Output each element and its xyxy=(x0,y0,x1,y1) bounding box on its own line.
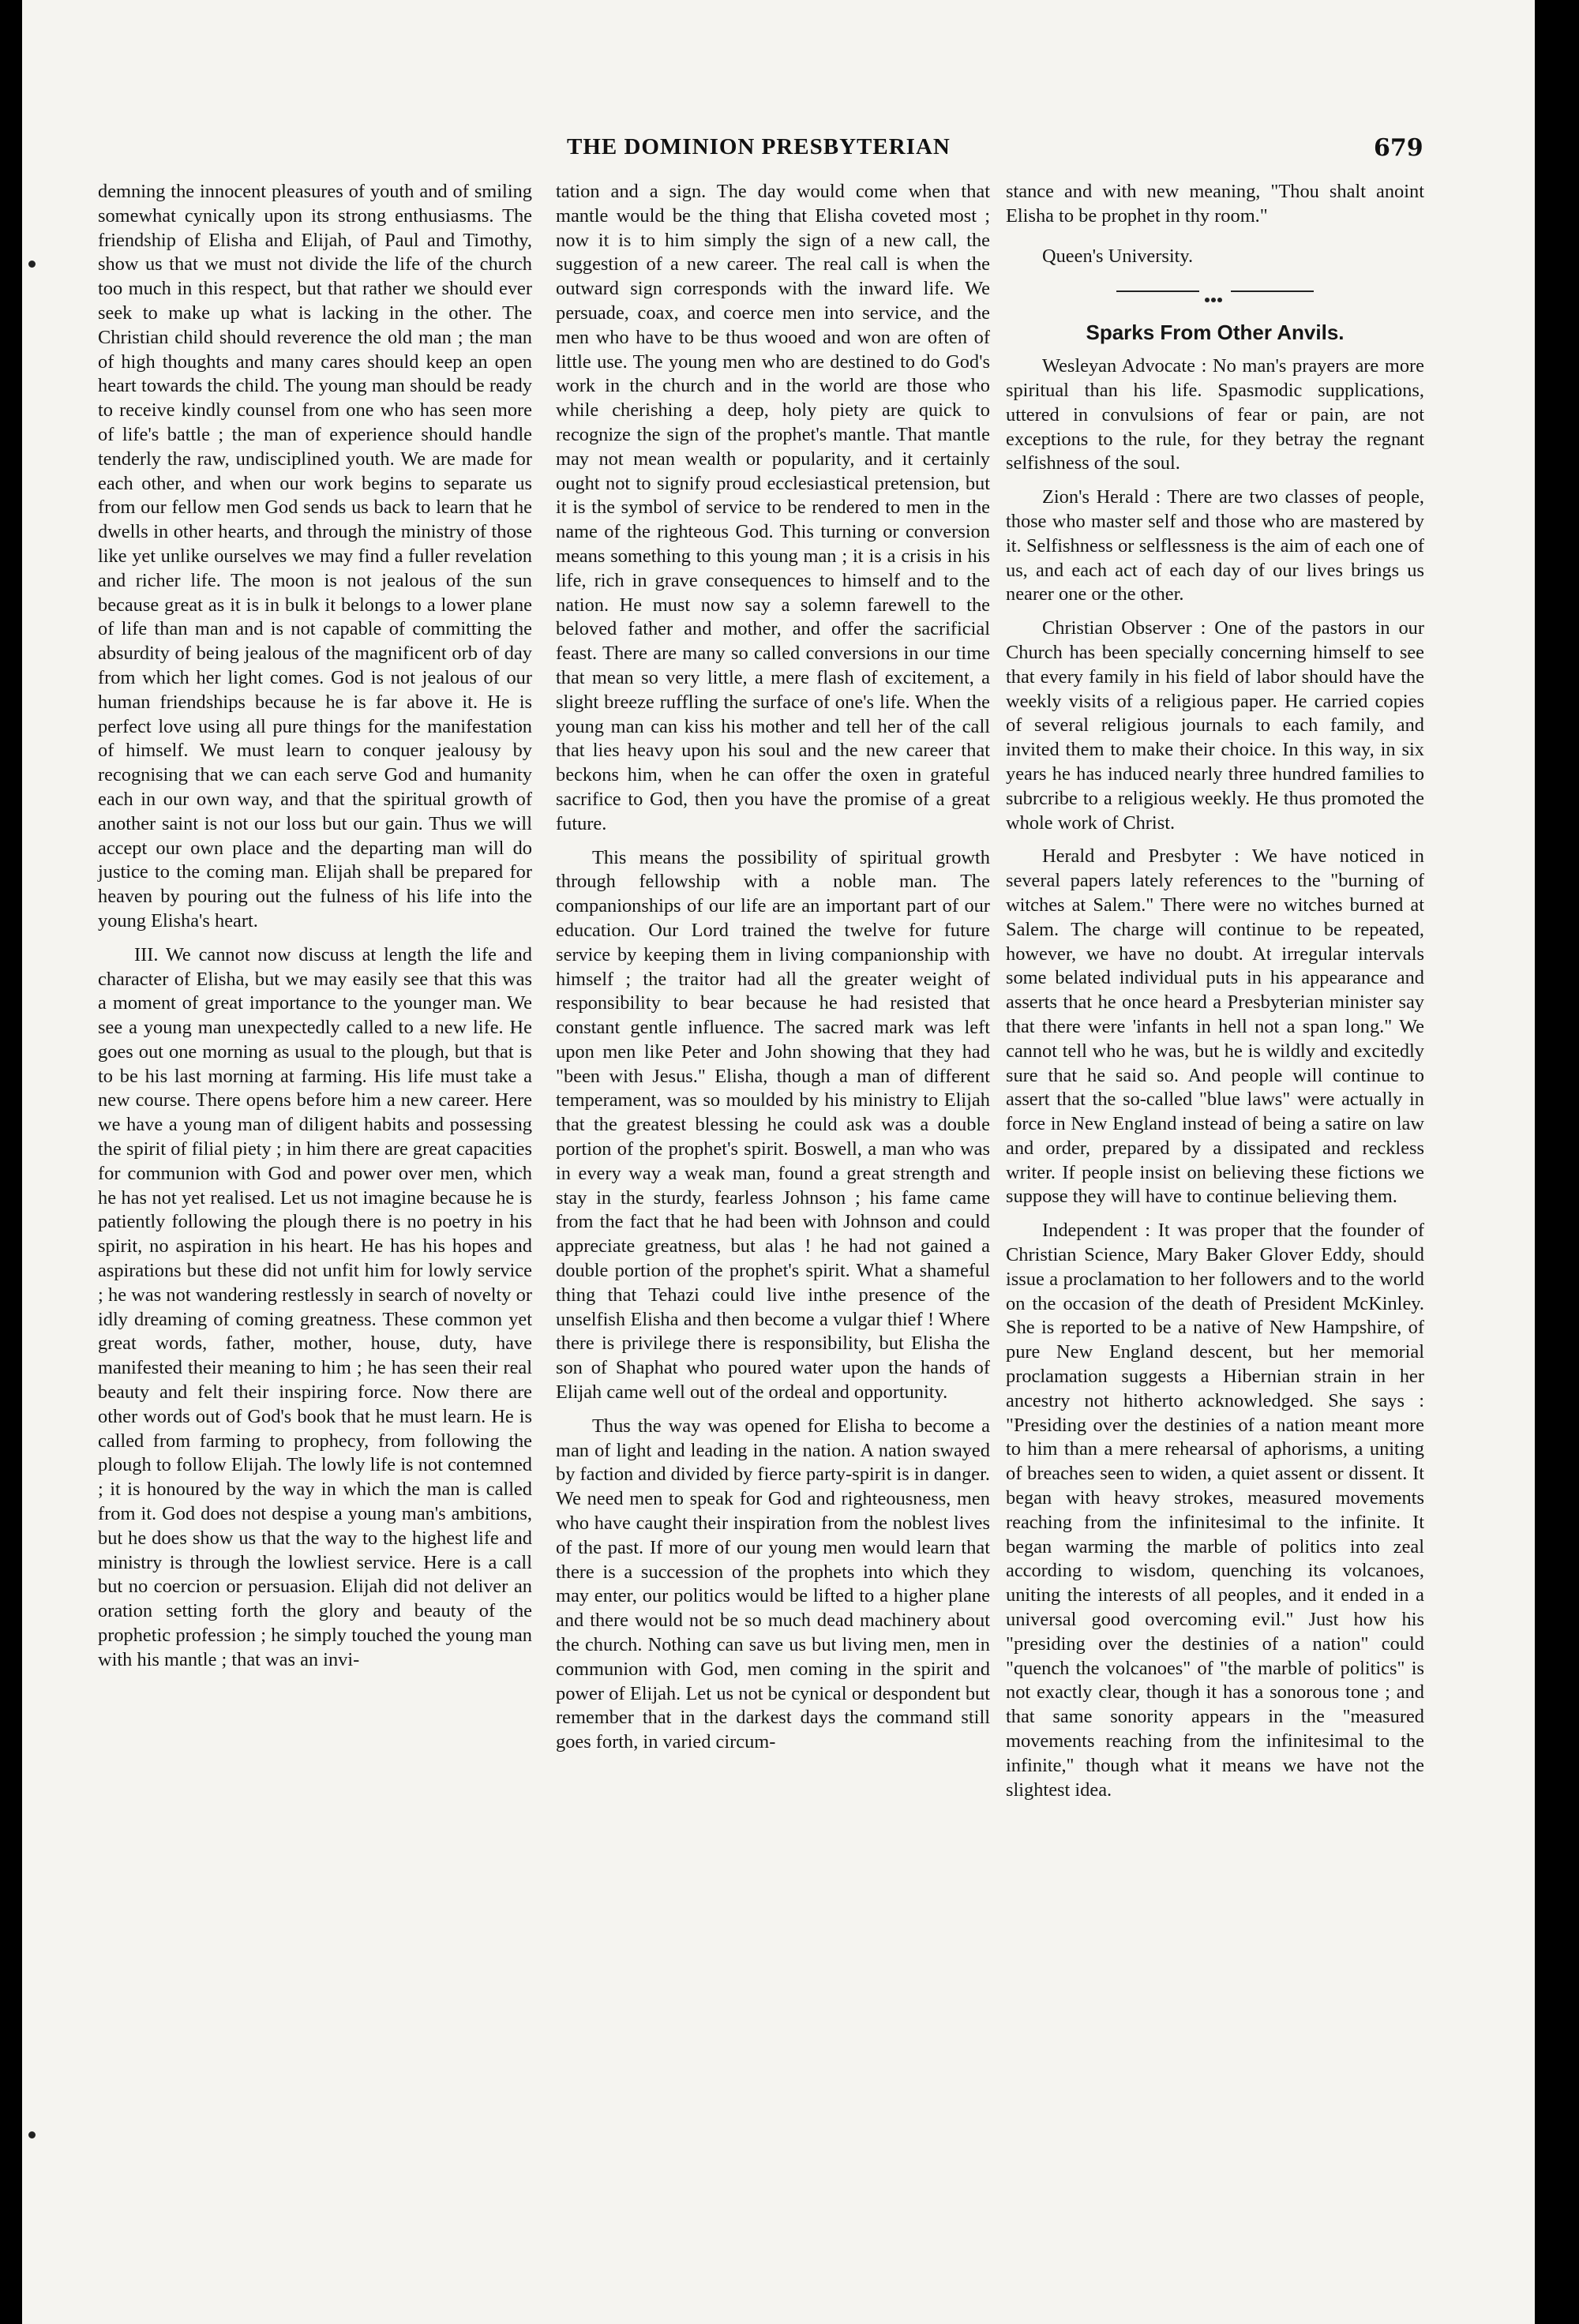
paragraph: stance and with new meaning, "Thou shalt anoint Elisha to be prophet in thy room." xyxy=(1006,181,1424,227)
paragraph: demning the innocent pleasures of youth and of smiling somewhat cynically upon its strong enthusiasms. The friendship of Elisha and Elijah, of Paul and Timothy, show us that we must not divide the life of the church too much in this respect, but that rather we should ever seek to make up what is lacking in the other. The Christian child should reverence the old man ; the man of high thoughts and many cares should keep an open heart towards the child. The young man should be ready to receive kindly counsel from one who has seen more of life's battle ; the man of experience should handle tenderly the raw, undisciplined youth. We are made for each other, and when our work begins to separate us from our fellow men God sends us back to learn that he dwells in other hearts, and through the ministry of those like yet unlike ourselves we may find a fuller revelation and richer life. The moon is not jealous of the sun because great as it is in bulk it belongs to a lower plane of life than man and is not capable of committing the absurdity of being jealous of the magnificent orb of day from which her light comes. God is not jealous of our human friendships because he is far above it. He is perfect love using all pure things for the manifestation of himself. We must learn to conquer jealousy by recognising that we can each serve God and humanity each in our own way, and that the spiritual growth of another saint is not our loss but our gain. Thus we will accept our own place and the departing man will do justice to the coming man. Elijah shall be prepared for heaven by pouring out the fulness of his life into the young Elisha's heart. xyxy=(98,181,532,931)
page-edge-shadow xyxy=(1535,0,1555,2324)
paragraph: Herald and Presbyter : We have noticed in several papers lately references to the "burning of witches at Salem." There were no witches burned at Salem. The charge will continue to be repeated, however, we have no doubt. At irregular intervals some belated individual puts in his appearance and asserts that he once heard a Presbyterian minister say that there were 'infants in hell not a span long." We cannot tell who he was, but he is wildly and excitedly sure that he said so. And people will continue to assert that the so-called "blue laws" were actually in force in New England instead of being a satire on law and order, prepared by a dissipated and reckless writer. If people insist on believing these fictions we suppose they will have to continue believing them. xyxy=(1006,845,1424,1208)
paragraph: III. We cannot now discuss at length the life and character of Elisha, but we may easily see that this was a moment of great importance to the younger man. We see a young man unexpectedly called to a new life. He goes out one morning as usual to the plough, but that is to be his last morning at farming. His life must take a new course. There opens before him a new career. Here we have a young man of diligent habits and possessing the spirit of filial piety ; in him there are great capacities for communion with God and power over men, which he has not yet realised. Let us not imagine because he is patiently following the plough there is no poetry in his spirit, no aspiration in his heart. He has his hopes and aspirations but these did not unfit him for lowly service ; he was not wandering restlessly in search of novelty or idly dreaming of coming greatness. These common yet great words, father, mother, house, duty, have manifested their meaning to him ; he has seen their real beauty and felt their inspiring force. Now there are other words out of God's book that he must learn. He is called from farming to prophecy, from following the plough to follow Elijah. The lowly life is not contemned ; it is honoured by the way in which the man is called from it. God does not despise a young man's ambitions, but he does show us that the way to the highest life and ministry is through the lowliest service. Here is a call but no coercion or persuasion. Elijah did not deliver an oration setting forth the glory and beauty of the prophetic profession ; he simply touched the young man with his mantle ; that was an invi- xyxy=(98,943,532,1670)
paragraph: Zion's Herald : There are two classes of people, those who master self and those who are mastered by it. Selfishness or selflessness is the aim of each one of us, and each act of each day of our lives brings us nearer one or the other. xyxy=(1006,486,1424,605)
newspaper-page xyxy=(22,0,1555,2324)
paragraph: Independent : It was proper that the founder of Christian Science, Mary Baker Glover Eddy, should issue a proclamation to her followers and to the world on the occasion of the death of President McKinley. She is reported to be a native of New Hampshire, of pure New England descent, but her memorial proclamation suggests a Hibernian strain in her ancestry not hitherto acknowledged. She says : "Presiding over the destinies of a nation meant more to him than a mere rehearsal of aphorisms, a uniting of breaches seen to widen, a quiet assent or dissent. It began with heavy strokes, measured movements reaching from the infinitesimal to the infinite. It began warming the marble of politics into zeal according to wisdom, quenching its volcanoes, uniting the interests of all peoples, and it ended in a universal good overcoming evil." Just how his "presiding over the destinies of a nation" could "quench the volcanoes" of "the marble of politics" is not exactly clear, though it has a sonorous tone ; and that same sonority appears in the "measured movements reaching from the infinitesimal to the infinite," though what it means we have not the slightest idea. xyxy=(1006,1220,1424,1801)
column-3 xyxy=(1006,180,1424,1802)
section-heading: Sparks From Other Anvils. xyxy=(1086,320,1345,345)
masthead: THE DOMINION PRESBYTERIAN xyxy=(567,134,951,159)
page-number: 679 xyxy=(1374,134,1423,162)
paragraph: Wesleyan Advocate : No man's prayers are more spiritual than his life. Spasmodic supplications, uttered in convulsions of fear or pain, are not exceptions to the rule, for they betray the regnant selfishness of the soul. xyxy=(1006,355,1424,474)
paragraph: Thus the way was opened for Elisha to become a man of light and leading in the nation. A nation swayed by faction and divided by fierce party-spirit is in danger. We need men to speak for God and righteousness, men who have caught their inspiration from the noblest lives of the past. If more of our young men would learn that there is a succession of the prophets into which they may enter, our politics would be lifted to a higher plane and there would not be so much dead machinery about the church. Nothing can save us but living men, men in communion with God, men coming in the spirit and power of Elijah. Let us not be cynical or despondent but remember that in the darkest days the command still goes forth, in varied circum- xyxy=(556,1415,990,1753)
section-divider xyxy=(1116,286,1314,297)
article-signature: Queen's University. xyxy=(1042,245,1194,267)
margin-mark xyxy=(28,261,36,268)
margin-mark xyxy=(28,2131,36,2138)
paragraph: This means the possibility of spiritual growth through fellowship with a noble man. The companionships of our life are an important part of our education. Our Lord trained the twelve for future service by keeping them in living companionship with himself ; the traitor had all the greater weight of responsibility to bear because he had resisted that constant gentle influence. The sacred mark was left upon men like Peter and John showing that they had "been with Jesus." Elisha, though a man of different temperament, was so moulded by his ministry to Elijah that the greatest blessing he could ask was a double portion of the prophet's spirit. Boswell, a man who was in every way a weak man, found a great strength and stay in the sturdy, fearless Johnson ; his fame came from the fact that he had been with Johnson and could appreciate greatness, but alas ! he had not gained a double portion of the prophet's spirit. What a shameful thing that Tehazi could live inthe presence of the unselfish Elisha and then become a vulgar thief ! Where there is privilege there is responsibility, but Elisha the son of Shaphat who poured water upon the hands of Elijah came well out of the ordeal and opportunity. xyxy=(556,846,990,1404)
column-2 xyxy=(556,180,990,1755)
paragraph: tation and a sign. The day would come when that mantle would be the thing that Elisha coveted most ; now it is to him simply the sign of a new call, the suggestion of a new career. The real call is when the outward sign corresponds with the inward life. We persuade, coax, and coerce men into service, and the men who have to be thus wooed and won are often of little use. The young men who are destined to do God's work in the church and in the world are those who while cherishing a deep, holy piety are quick to recognize the sign of the prophet's mantle. That mantle may not mean wealth or popularity, and it certainly ought not to signify proud ecclesiastical pretension, but it is the symbol of service to be rendered to men in the name of the righteous God. This turning or conversion means something to this young man ; it is a crisis in his life, rich in grave consequences to himself and to the nation. He must now say a solemn farewell to the beloved father and mother, and offer the sacrificial feast. There are many so called conversions in our time that mean so very little, a mere flash of excitement, a slight breeze ruffling the surface of one's life. When the young man can kiss his mother and tell her of the call that lies heavy upon his soul and the new career that beckons him, when he can offer the oxen in grateful sacrifice to God, then you have the promise of a great future. xyxy=(556,181,990,834)
column-1 xyxy=(98,180,532,1673)
paragraph: Christian Observer : One of the pastors in our Church has been specially concerning himself to see that every family in his field of labor should have the weekly visits of a religious paper. He carried copies of several religious journals to each family, and invited them to make their choice. In this way, in six years he has induced nearly three hundred families to subrcribe to a religious weekly. He thus promoted the whole work of Christ. xyxy=(1006,617,1424,834)
